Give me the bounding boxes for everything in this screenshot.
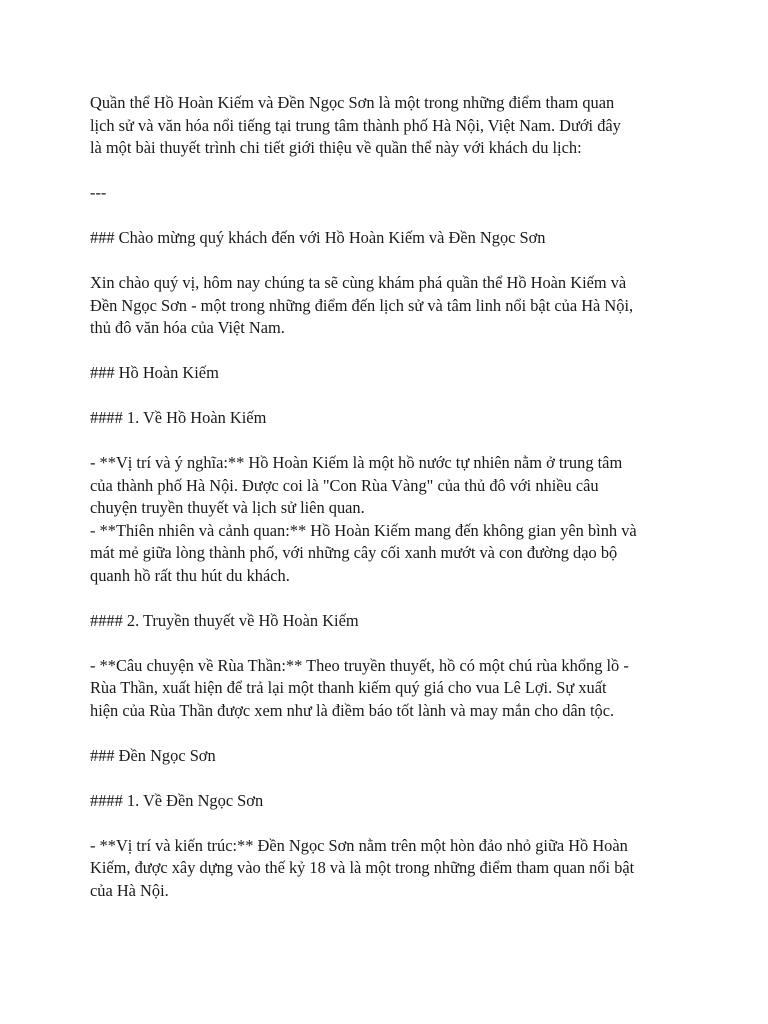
separator-line: --- bbox=[90, 183, 107, 202]
welcome-heading: ### Chào mừng quý khách đến với Hồ Hoàn Kiếm và Đền Ngọc Sơn bbox=[90, 228, 546, 247]
greeting-paragraph: Xin chào quý vị, hôm nay chúng ta sẽ cùng khám phá quần thể Hồ Hoàn Kiếm và Đền Ngọc Sơn - một trong những điểm đến lịch sử và tâm linh nổi bật của Hà Nội, thủ đô văn hóa của Việt Nam. bbox=[90, 273, 634, 337]
lake-subheading-2: #### 2. Truyền thuyết về Hồ Hoàn Kiếm bbox=[90, 610, 359, 630]
document-page bbox=[90, 92, 700, 925]
intro-paragraph: Quần thể Hồ Hoàn Kiếm và Đền Ngọc Sơn là một trong những điểm tham quan lịch sử và văn hóa nổi tiếng tại trung tâm thành phố Hà Nội, Việt Nam. Dưới đây là một bài thuyết trình chi tiết giới thiệu về quần thể này với khách du lịch: bbox=[90, 93, 621, 157]
temple-details-list: - **Vị trí và kiến trúc:** Đền Ngọc Sơn nằm trên một hòn đảo nhỏ giữa Hồ Hoàn Kiếm, được xây dựng vào thế kỷ 18 và là một trong những điểm tham quan nổi bật của Hà Nội. bbox=[90, 835, 635, 900]
temple-subheading-1: #### 1. Về Đền Ngọc Sơn bbox=[90, 790, 264, 810]
lake-details-list: - **Vị trí và ý nghĩa:** Hồ Hoàn Kiếm là một hồ nước tự nhiên nằm ở trung tâm của thành phố Hà Nội. Được coi là "Con Rùa Vàng" của thủ đô với nhiều câu chuyện truyền thuyết và lịch sử liên quan. - **Thiên nhiên và cảnh quan:** Hồ Hoàn Kiếm mang đến không gian yên bình và mát mẻ giữa lòng thành phố, với những cây cối xanh mướt và con đường dạo bộ quanh hồ rất thu hút du khách. bbox=[90, 453, 637, 585]
lake-heading: ### Hồ Hoàn Kiếm bbox=[90, 363, 219, 382]
lake-subheading-1: #### 1. Về Hồ Hoàn Kiếm bbox=[90, 408, 267, 427]
legend-paragraph: - **Câu chuyện về Rùa Thần:** Theo truyền thuyết, hồ có một chú rùa khổng lồ - Rùa Thần, xuất hiện để trả lại một thanh kiếm quý giá cho vua Lê Lợi. Sự xuất hiện của Rùa Thần được xem như là điềm báo tốt lành và may mắn cho dân tộc. bbox=[90, 655, 629, 720]
temple-heading: ### Đền Ngọc Sơn bbox=[90, 745, 216, 765]
